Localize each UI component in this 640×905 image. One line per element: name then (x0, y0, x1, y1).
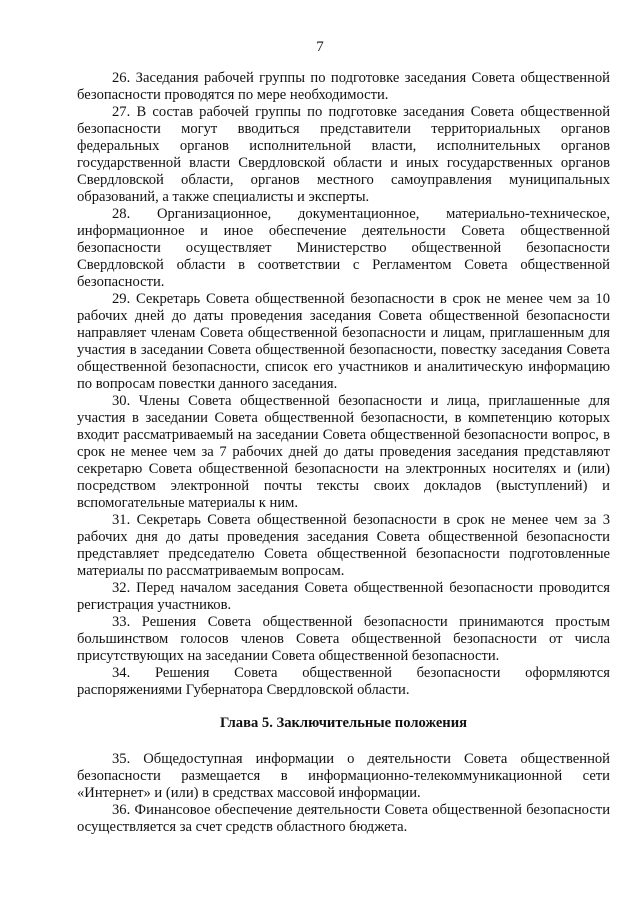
page-number: 7 (316, 39, 324, 55)
paragraph-28: 28. Организационное, документационное, материально-техническое, информационное и иное обеспечение деятельности Совета общественной безопасности осуществляет Министерство общественной безопасности Свердловской области в соответствии с Регламентом Совета общественной безопасности. (77, 206, 610, 290)
paragraph-33: 33. Решения Совета общественной безопасности принимаются простым большинством голосов членов Совета общественной безопасности от числа присутствующих на заседании Совета общественной безопасности. (77, 614, 610, 664)
paragraph-27: 27. В состав рабочей группы по подготовке заседания Совета общественной безопасности могут вводиться представители территориальных органов федеральных органов исполнительной власти, исполнительных органов государственной власти Свердловской области и иных государственных органов Свердловской области, органов местного самоуправления муниципальных образований, а также специалисты и эксперты. (77, 104, 610, 205)
paragraph-32: 32. Перед началом заседания Совета общественной безопасности проводится регистрация участников. (77, 580, 610, 613)
paragraph-26: 26. Заседания рабочей группы по подготовке заседания Совета общественной безопасности проводятся по мере необходимости. (77, 70, 610, 103)
paragraph-34: 34. Решения Совета общественной безопасности оформляются распоряжениями Губернатора Свердловской области. (77, 665, 610, 698)
paragraph-35: 35. Общедоступная информации о деятельности Совета общественной безопасности размещается в информационно-телекоммуникационной сети «Интернет» и (или) в средствах массовой информации. (77, 751, 610, 801)
spacer (77, 699, 610, 715)
paragraph-29: 29. Секретарь Совета общественной безопасности в срок не менее чем за 10 рабочих дней до даты проведения заседания Совета общественной безопасности направляет членам Совета общественной безопасности и лицам, приглашенным для участия в заседании Совета общественной безопасности, повестку заседания Совета общественной безопасности, список его участников и аналитическую информацию по вопросам повестки данного заседания. (77, 291, 610, 392)
chapter-heading: Глава 5. Заключительные положения (219, 715, 468, 731)
document-body (77, 70, 610, 836)
paragraph-36: 36. Финансовое обеспечение деятельности Совета общественной безопасности осуществляется за счет средств областного бюджета. (77, 802, 610, 835)
paragraph-30: 30. Члены Совета общественной безопасности и лица, приглашенные для участия в заседании Совета общественной безопасности, в компетенцию которых входит рассматриваемый на заседании Совета общественной безопасности вопрос, в срок не менее чем за 7 рабочих дней до даты проведения заседания представляют секретарю Совета общественной безопасности на электронных носителях и (или) посредством электронной почты тексты своих докладов (выступлений) и вспомогательные материалы к ним. (77, 393, 610, 511)
spacer (77, 732, 610, 751)
paragraph-31: 31. Секретарь Совета общественной безопасности в срок не менее чем за 3 рабочих дня до даты проведения заседания Совета общественной безопасности представляет председателю Совета общественной безопасности подготовленные материалы по рассматриваемым вопросам. (77, 512, 610, 579)
